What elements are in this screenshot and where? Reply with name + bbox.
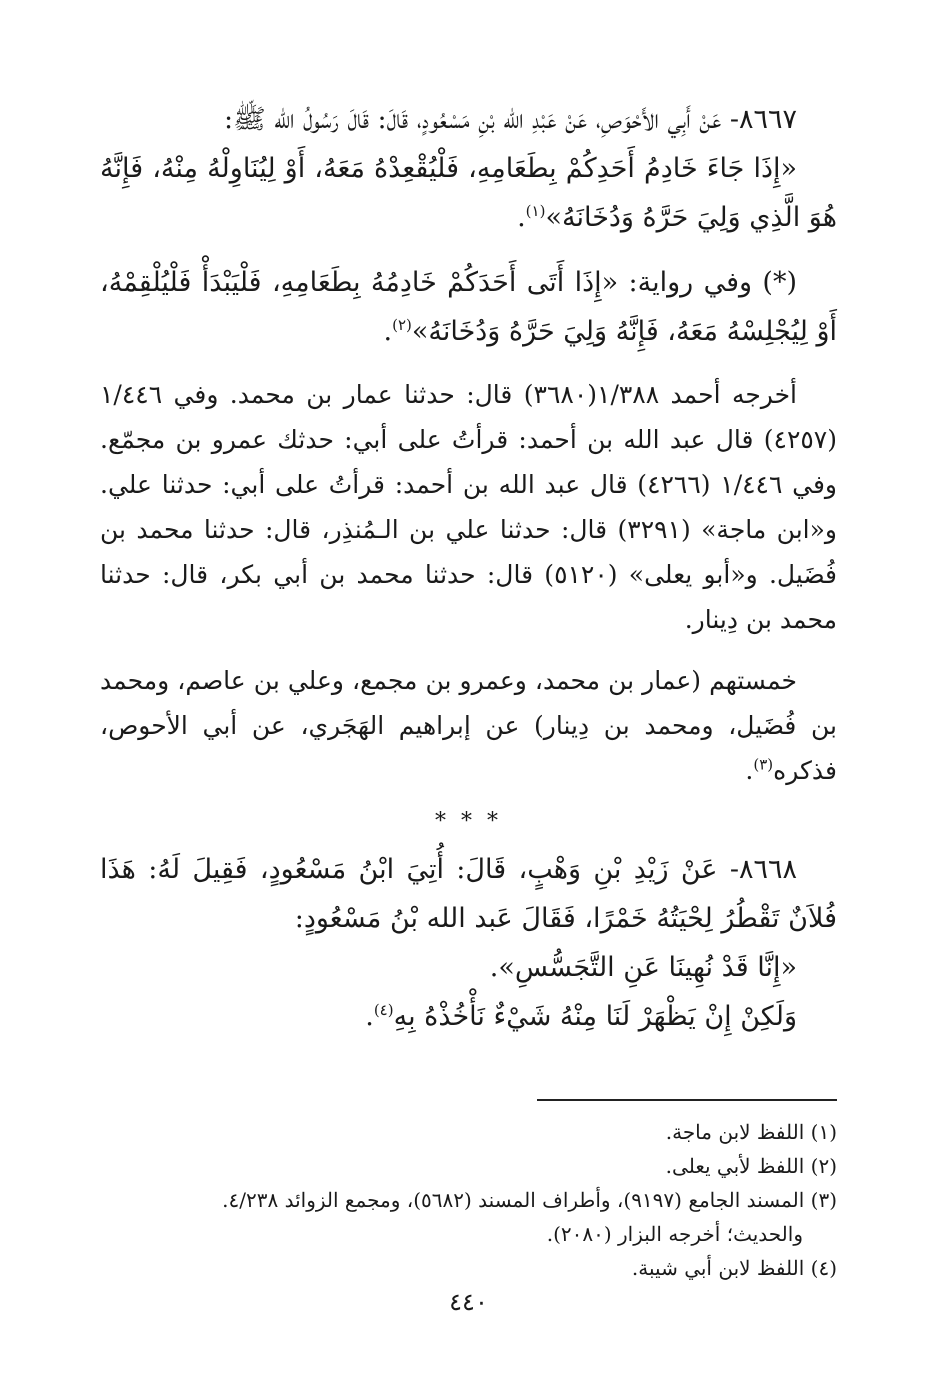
footnote-ref-2: (٢) [392, 316, 412, 334]
footnote-ref-4: (٤) [373, 1001, 394, 1019]
hadith-8667-text: «إِذَا جَاءَ خَادِمُ أَحَدِكُمْ بِطَعَامِهِ، فَلْيُقْعِدْهُ مَعَهُ، أَوْ لِيُنَاوِلْهُ مِنْهُ، فَإِنَّهُ هُوَ الَّذِي وَلِيَ حَرَّهُ وَدُخَانَهُ»$^{(١)}$. [100, 153, 837, 233]
footnote-3: (٣) المسند الجامع (٩١٩٧)، وأطراف المسند (٥٦٨٢)، ومجمع الزوائد ٤/٢٣٨. [222, 1188, 837, 1212]
hadith-8667-variant: (*) وفي رواية: «إِذَا أَتَى أَحَدَكُمْ خَادِمُهُ بِطَعَامِهِ، فَلْيَبْدَأْ فَلْيُلْقِمْهُ، أَوْ لِيُجْلِسْهُ مَعَهُ، فَإِنَّهُ وَلِيَ حَرَّهُ وَدُخَانَهُ»$^{(٢)}$. [100, 267, 837, 347]
hadith-8667-summary: خمستهم (عمار بن محمد، وعمرو بن مجمع، وعلي بن عاصم، ومحمد بن فُضَيل، ومحمد بن دِينار) عن إبراهيم الهَجَري، عن أبي الأحوص، فذكره$^{(٣)}$. [100, 666, 837, 785]
footnote-2: (٢) اللفظ لأبي يعلى. [665, 1154, 837, 1178]
hadith-8667-intro: ٨٦٦٧- عَنْ أَبِي الأَحْوَصِ، عَنْ عَبْدِ الله بْنِ مَسْعُودٍ، قَالَ: قَالَ رَسُولُ الله ﷺ: [223, 104, 797, 135]
page-number: ٤٤٠ [449, 1288, 488, 1316]
hadith-8668-quote: «إِنَّا قَدْ نُهِينَا عَنِ التَّجَسُّسِ». [489, 952, 797, 983]
hadith-8667-takhrij: أخرجه أحمد ١/٣٨٨(٣٦٨٠) قال: حدثنا عمار بن محمد. وفي ١/٤٤٦ (٤٢٥٧) قال عبد الله بن أحمد: قرأتُ على أبي: حدثك عمرو بن مجمّع. وفي ١/٤٤٦ (٤٢٦٦) قال عبد الله بن أحمد: قرأتُ على أبي: حدثنا علي. و«ابن ماجة» (٣٢٩١) قال: حدثنا علي بن الـمُنذِر، قال: حدثنا محمد بن فُضَيل. و«أبو يعلى» (٥١٢٠) قال: حدثنا محمد بن أبي بكر، قال: حدثنا محمد بن دِينار. [100, 380, 838, 634]
footnotes [100, 1115, 837, 1285]
footnote-ref-3: (٣) [753, 755, 774, 774]
footnote-1: (١) اللفظ لابن ماجة. [665, 1120, 837, 1144]
footnote-separator [537, 1099, 837, 1101]
hadith-8668-continuation: وَلَكِنْ إِنْ يَظْهَرْ لَنَا مِنْهُ شَيْءٌ نَأْخُذْهُ بِهِ$^{(٤)}$. [365, 1001, 797, 1032]
footnote-3-continuation: والحديث؛ أخرجه البزار (٢٠٨٠). [546, 1222, 803, 1246]
footnote-4: (٤) اللفظ لابن أبي شيبة. [631, 1256, 837, 1280]
hadith-8668-intro: ٨٦٦٨- عَنْ زَيْدِ بْنِ وَهْبٍ، قَالَ: أُتِيَ ابْنُ مَسْعُودٍ، فَقِيلَ لَهُ: هَذَا فُلاَنٌ تَقْطُرُ لِحْيَتُهُ خَمْرًا، فَقَالَ عَبد الله بْنُ مَسْعُودٍ: [100, 854, 837, 934]
section-divider: * * * [435, 809, 502, 834]
footnote-ref-1: (١) [525, 202, 546, 220]
